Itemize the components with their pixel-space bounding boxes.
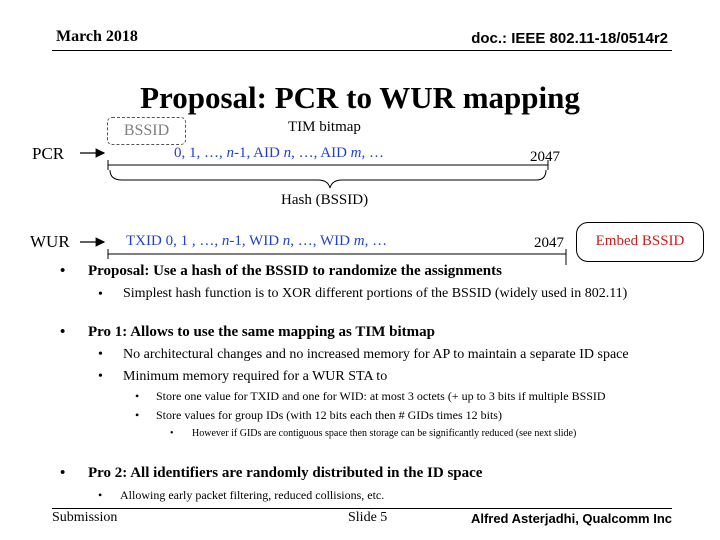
bullet-dot: • [60, 324, 66, 340]
bullet-pro1-sub2-a: Store one value for TXID and one for WID: at most 3 octets (+ up to 3 bits if multiple BSSID [156, 389, 606, 403]
wur-end-value: 2047 [534, 235, 564, 251]
pcr-seq-end: , … [361, 145, 385, 161]
bullet-dot: • [98, 488, 103, 502]
pcr-seq-n2: n [283, 145, 292, 161]
wur-seq-mid2: -1, WID [229, 233, 283, 249]
footer-rule [52, 508, 672, 509]
wur-sequence [126, 233, 387, 250]
wur-seq-prefix: TXID [126, 233, 166, 249]
bssid-box: BSSID [107, 117, 186, 145]
footer-author: Alfred Asterjadhi, Qualcomm Inc [470, 511, 672, 526]
hash-brace [110, 170, 546, 188]
wur-seq-m: m [353, 233, 365, 249]
footer-submission: Submission [52, 510, 118, 525]
bullet-pro1-sub2-b: Store values for group IDs (with 12 bits each then # GIDs times 12 bits) [156, 408, 502, 422]
bullet-pro1-sub1: No architectural changes and no increased memory for AP to maintain a separate ID space [123, 347, 629, 362]
pcr-end-value: 2047 [530, 149, 560, 165]
hash-label: Hash (BSSID) [281, 192, 369, 208]
pcr-seq-mid2: , …, AID [291, 145, 351, 161]
wur-seq-0: 0 [165, 233, 174, 249]
footer-slide-number: Slide 5 [348, 510, 388, 525]
wur-label: WUR [30, 232, 70, 251]
header-doc-id: doc.: IEEE 802.11-18/0514r2 [471, 30, 668, 47]
bullet-dot: • [170, 428, 174, 439]
pcr-label: PCR [32, 144, 65, 163]
wur-seq-n1: n [221, 233, 230, 249]
bullet-dot: • [135, 408, 140, 422]
slide-title: Proposal: PCR to WUR mapping [140, 80, 580, 115]
bullet-dot: • [98, 369, 103, 384]
bullet-proposal-sub: Simplest hash function is to XOR different portions of the BSSID (widely used in 802.11) [123, 286, 628, 301]
bullet-dot: • [60, 263, 66, 279]
bullet-dot: • [60, 465, 66, 481]
bullet-proposal: Proposal: Use a hash of the BSSID to randomize the assignments [88, 263, 502, 279]
pcr-seq-prefix: 0, 1, …, [174, 145, 227, 161]
pcr-seq-m: m [350, 145, 362, 161]
bullet-dot: • [98, 347, 103, 362]
pcr-seq-mid: -1, AID [234, 145, 284, 161]
bullet-pro2: Pro 2: All identifiers are randomly distributed in the ID space [88, 465, 483, 481]
wur-seq-end: , … [364, 233, 388, 249]
bullet-pro1-sub2-b-note: However if GIDs are contiguous space then storage can be significantly reduced (see next slide) [192, 428, 577, 439]
wur-seq-n2: n [282, 233, 291, 249]
wur-seq-mid: , 1 , …, [173, 233, 222, 249]
bullet-pro2-sub: Allowing early packet filtering, reduced collisions, etc. [120, 488, 385, 502]
tim-bitmap-label: TIM bitmap [288, 119, 361, 135]
bullet-dot: • [135, 389, 140, 403]
pcr-seq-n1: n [226, 145, 234, 161]
bullet-dot: • [98, 287, 103, 302]
header-date: March 2018 [56, 28, 138, 45]
bullet-pro1: Pro 1: Allows to use the same mapping as TIM bitmap [88, 324, 435, 340]
embed-bssid-callout: Embed BSSID [576, 222, 704, 262]
pcr-sequence [174, 145, 384, 162]
wur-seq-mid3: , …, WID [290, 233, 354, 249]
bullet-pro1-sub2: Minimum memory required for a WUR STA to [123, 369, 388, 384]
